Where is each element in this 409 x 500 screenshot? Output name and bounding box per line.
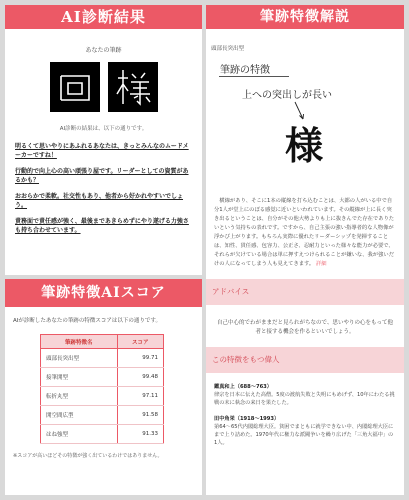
table-row	[41, 349, 164, 368]
feature-name: 開空間広型	[41, 406, 118, 425]
feature-score: 91.33	[117, 425, 164, 444]
result-item: 行動的で向上心の高い頑張り屋です。リーダーとしての資質があるかも？	[15, 168, 189, 184]
feature-explanation	[214, 197, 396, 269]
result-subtitle: あなたの筆跡	[85, 47, 122, 54]
feature-score: 99.71	[117, 349, 164, 368]
person-description: 律宗を日本に伝えた高僧。5度の渡航失敗と失明にもめげず、10年にわたる挑戦の末に執念の来日を果たした。	[214, 392, 395, 406]
feature-name: 接筆開型	[41, 368, 118, 387]
specimen-character: 様	[285, 123, 324, 168]
specimen-label: 上への突出しが長い	[242, 90, 332, 101]
score-table	[40, 334, 164, 444]
score-panel	[5, 279, 202, 495]
person-name: 田中角栄（1918〜1993）	[214, 416, 280, 422]
result-item: 責務面で責任感が強く、最後まであきらめずにやり遂げる力強さも持ち合わせています。	[15, 218, 189, 234]
table-row	[41, 368, 164, 387]
explanation-panel[interactable]	[206, 5, 404, 495]
explanation-title: 筆跡特徴解説	[206, 5, 404, 29]
advice-text: 自己中心的でわがままだと見られがちなので、思いやりの心をもって他者と接する機会を作るといいでしょう。	[217, 320, 393, 335]
table-row	[41, 406, 164, 425]
feature-specimen	[211, 55, 399, 183]
people-heading: この特徴をもつ偉人	[206, 347, 404, 373]
score-note: ※スコアが高いほどその特徴が強く出ているわけではありません。	[13, 453, 163, 459]
people-list	[214, 383, 396, 447]
more-link[interactable]: 詳細	[315, 261, 327, 267]
result-title: AI診断結果	[5, 5, 202, 29]
score-description: AIが診断したあなたの筆跡の特徴スコアは以下の通りです。	[13, 318, 161, 324]
score-title: 筆跡特徴AIスコア	[5, 279, 202, 307]
feature-name: 転折丸型	[41, 387, 118, 406]
feature-name: 頭部長突出型	[41, 349, 118, 368]
column-header-score: スコア	[117, 335, 164, 349]
result-panel	[5, 5, 202, 275]
person-name: 鑑真和上（688〜763）	[214, 384, 272, 390]
handwriting-sample-2	[108, 62, 158, 112]
score-table-header	[41, 335, 164, 349]
feature-score: 99.48	[117, 368, 164, 387]
explanation-text: 横線があり、そこに1本の縦線を打ち込むことは、大都の人がいる中で自分1人が堂上にのぼる感覚に近いといわれています。その縦線が上に長く突き出るということは、自分がその他大勢よりも上に抜きんでた存在でありたいという気持ちの表れです。ですから、自己主張の強い指導者的な人物像が浮かび上がります。もちろん実際に優れたリーダーシップを発揮することは、知性、貫任感、包容力、公正さ、忍耐力といった様々な能力が必要で、それらが欠けている場合は単に押すえつけられることが嫌いな、我が強いだけの人になってしまう人も見えてきます。	[214, 198, 395, 267]
advice-heading: アドバイス	[206, 279, 404, 305]
table-row	[41, 387, 164, 406]
feature-type-name: 頭部長突出型	[211, 46, 245, 52]
handwriting-samples	[5, 62, 202, 112]
handwriting-sample-1	[50, 62, 100, 112]
specimen-title: 筆跡の特徴	[220, 65, 270, 76]
result-item: 明るくて思いやりにあふれるあなたは、きっとみんなのムードメーカーですね！	[15, 143, 189, 159]
feature-score: 91.58	[117, 406, 164, 425]
result-list	[15, 142, 192, 235]
result-item: おおらかで柔軟。社交性もあり、他者から好かれやすいでしょう。	[15, 193, 184, 209]
table-row	[41, 425, 164, 444]
feature-score: 97.11	[117, 387, 164, 406]
feature-name: はね強型	[41, 425, 118, 444]
column-header-feature: 筆跡特徴名	[41, 335, 118, 349]
person-description: 第64〜65代内閣総理大臣。貧困でまともに就学できない中、内閣総理大臣にまで上り詰めた。1970年代に権力な派閥争いを繰り広げた「三角大福中」の1人。	[214, 424, 394, 446]
result-message: AI診断の結果は、以下の通りです。	[59, 126, 148, 132]
